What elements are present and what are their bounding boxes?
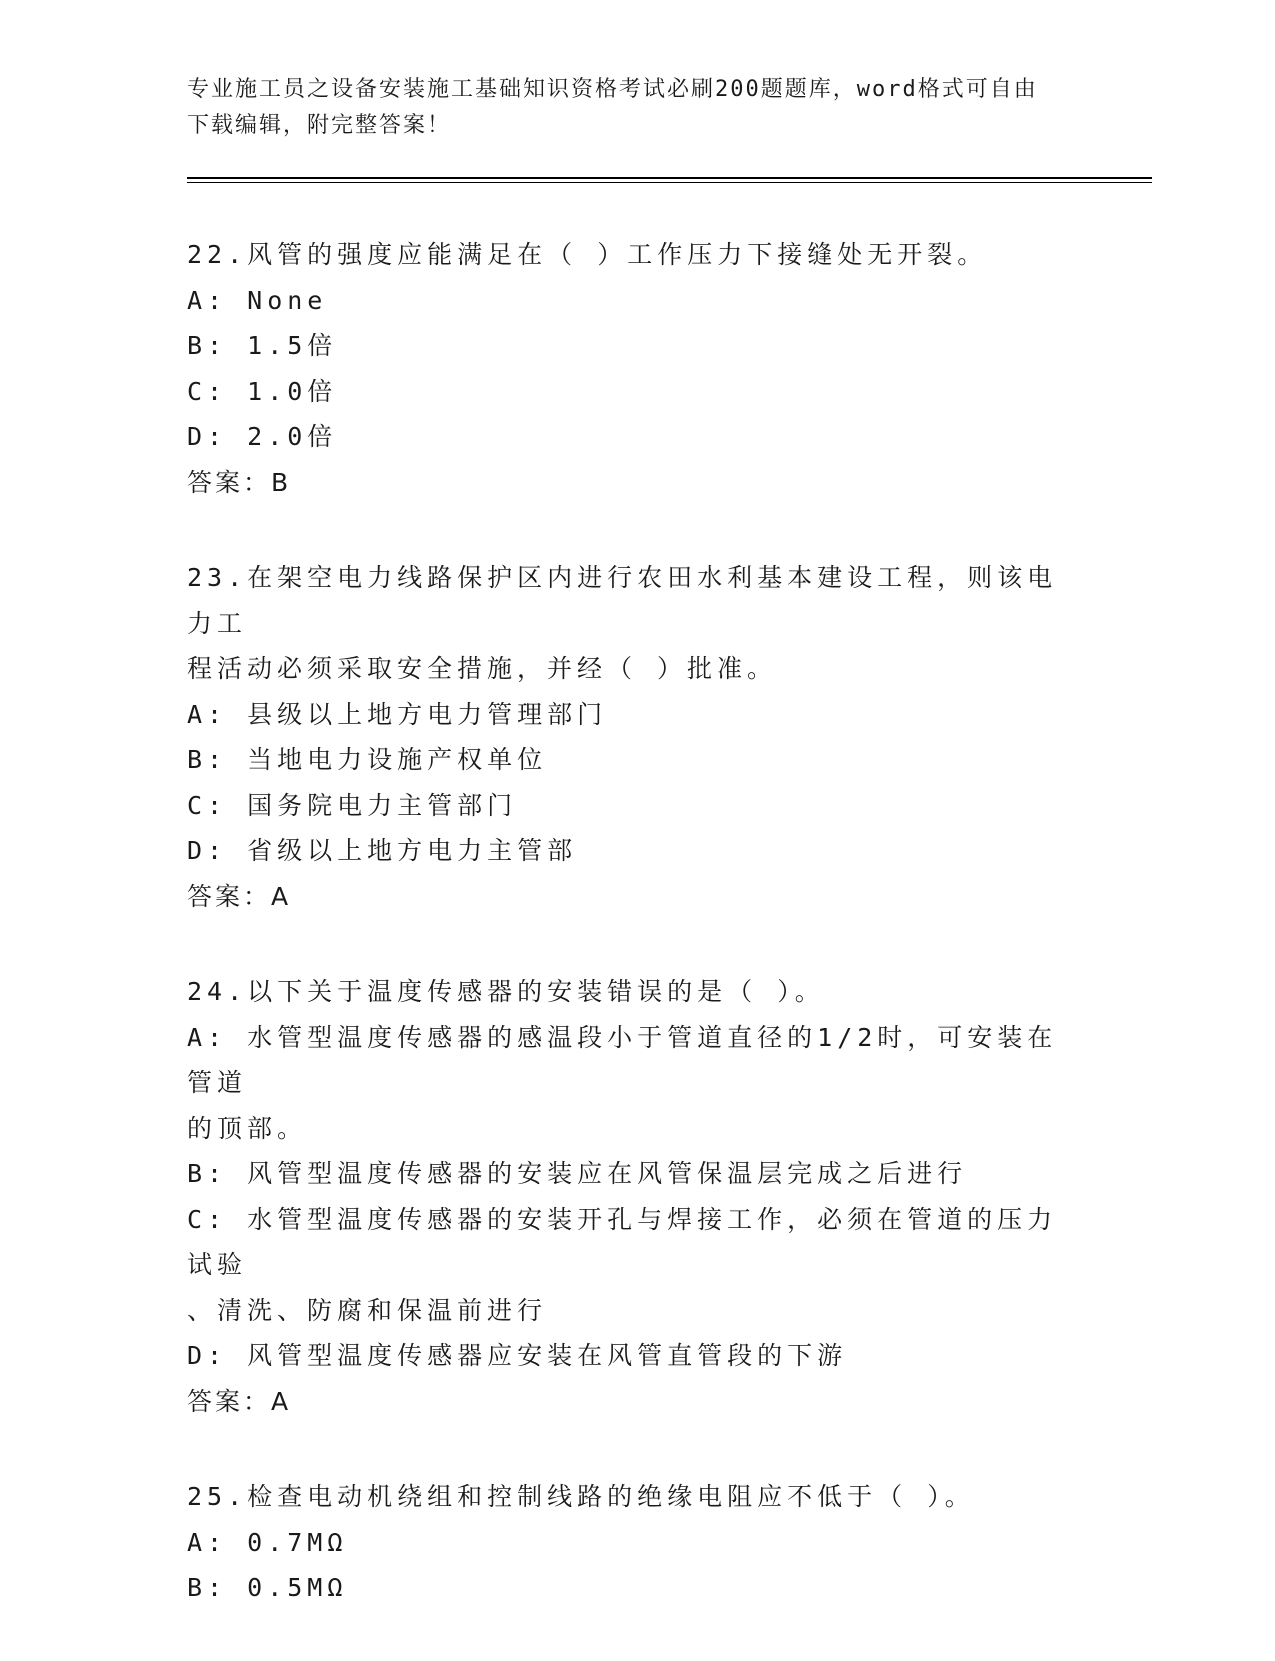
question-24: [187, 969, 1087, 1424]
option-c: C: 水管型温度传感器的安装开孔与焊接工作，必须在管道的压力试验: [187, 1204, 1058, 1279]
question-list: [187, 232, 1087, 1661]
option-b: B: 当地电力设施产权单位: [187, 745, 548, 774]
option-d: D: 2.0倍: [187, 422, 338, 451]
question-25: [187, 1474, 1087, 1611]
option-a: A: 县级以上地方电力管理部门: [187, 699, 608, 729]
option-c: C: 国务院电力主管部门: [187, 790, 518, 820]
option-c-continued: 、清洗、防腐和保温前进行: [187, 1295, 548, 1325]
option-a: A: 0.7MΩ: [187, 1527, 348, 1557]
option-c: C: 1.0倍: [187, 376, 338, 406]
option-b: B: 0.5MΩ: [187, 1573, 348, 1602]
question-23: [187, 555, 1087, 919]
option-a-continued: 的顶部。: [187, 1113, 308, 1143]
option-a: A: None: [187, 285, 328, 315]
option-a: A: 水管型温度传感器的感温段小于管道直径的1/2时，可安装在管道: [187, 1022, 1058, 1097]
question-stem: 22.风管的强度应能满足在（ ）工作压力下接缝处无开裂。: [187, 240, 988, 269]
answer-line: 答案：B: [187, 467, 292, 497]
option-d: D: 省级以上地方电力主管部: [187, 836, 578, 865]
option-d: D: 风管型温度传感器应安装在风管直管段的下游: [187, 1341, 848, 1370]
answer-line: 答案：A: [187, 1386, 292, 1416]
question-stem: 25.检查电动机绕组和控制线路的绝缘电阻应不低于（ ）。: [187, 1482, 975, 1511]
question-stem: 24.以下关于温度传感器的安装错误的是（ ）。: [187, 977, 825, 1006]
header-divider-thick: [187, 177, 1152, 179]
option-b: B: 1.5倍: [187, 331, 338, 360]
header-line-2: 下载编辑，附完整答案！: [187, 113, 452, 138]
header-line-1: 专业施工员之设备安装施工基础知识资格考试必刷200题题库，word格式可自由: [187, 77, 1038, 102]
question-stem: 23.在架空电力线路保护区内进行农田水利基本建设工程，则该电力工: [187, 563, 1058, 638]
option-b: B: 风管型温度传感器的安装应在风管保温层完成之后进行: [187, 1159, 968, 1188]
question-stem-continued: 程活动必须采取安全措施，并经（ ）批准。: [187, 654, 778, 683]
header-divider-thin: [187, 182, 1152, 183]
answer-line: 答案：A: [187, 881, 292, 911]
document-header: [187, 72, 1087, 144]
question-22: [187, 232, 1087, 505]
